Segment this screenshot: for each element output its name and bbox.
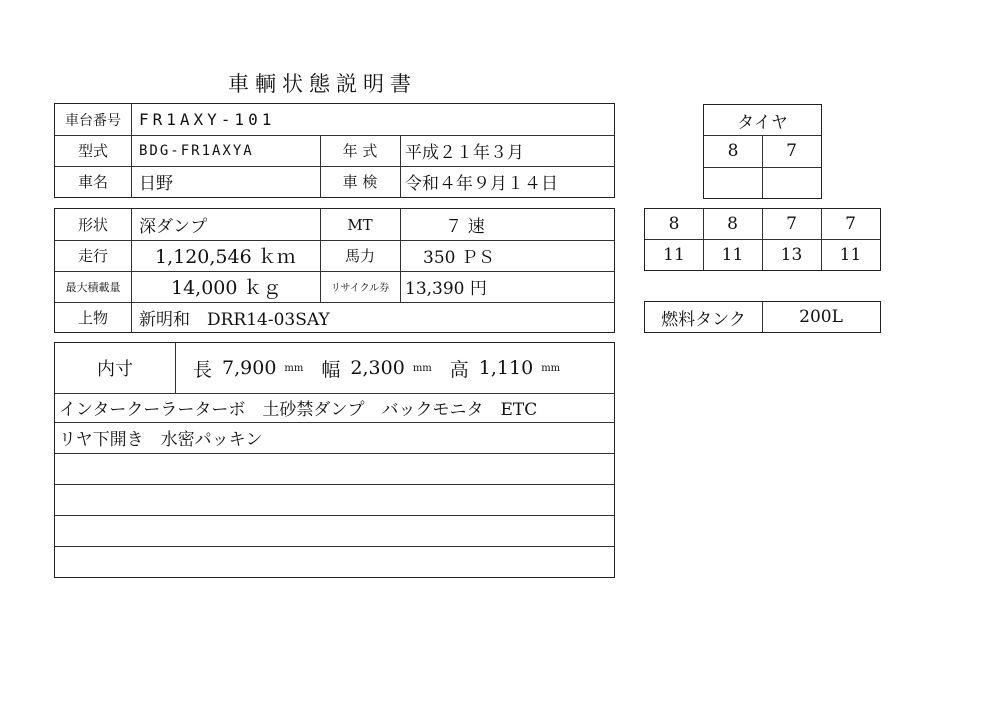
model-year-value: 平成２１年３月 — [405, 143, 524, 163]
vehicle-name-value: 日野 — [139, 174, 173, 194]
max-payload-value: 14,000 ｋｇ — [171, 277, 282, 299]
chassis-number-value: FR1AXY-101 — [139, 110, 276, 129]
vehicle-info-table — [54, 103, 615, 198]
note-line: リヤ下開き 水密パッキン — [59, 430, 263, 450]
tire-tread-value: 8 — [727, 214, 738, 234]
length-value: 7,900 — [222, 357, 277, 379]
tire-tread-value: 7 — [786, 214, 797, 234]
height-unit: mm — [541, 362, 561, 374]
dimensions-notes-table — [54, 342, 615, 578]
body-shape-value: 深ダンプ — [139, 217, 208, 237]
tire-tread-value: 8 — [727, 141, 739, 161]
tire-tread-value: 11 — [721, 244, 744, 265]
body-shape-label: 形状 — [77, 216, 108, 234]
tire-tread-value: 13 — [780, 244, 803, 265]
fuel-tank-table — [644, 301, 881, 333]
document-title: 車輌状態説明書 — [228, 72, 417, 96]
tire-tread-value — [704, 167, 762, 198]
transmission-value: ７ 速 — [445, 217, 485, 237]
height-label: 高 — [449, 358, 469, 381]
fuel-tank-value: 200L — [799, 307, 843, 327]
length-label: 長 — [193, 358, 213, 381]
max-payload-label: 最大積載量 — [65, 280, 121, 294]
height-value: 1,110 — [478, 357, 534, 379]
tire-rear-table — [644, 208, 881, 271]
horsepower-label: 馬力 — [344, 247, 375, 265]
model-year-label: 年 式 — [342, 142, 378, 160]
width-label: 幅 — [321, 358, 341, 381]
tire-tread-value: 11 — [663, 244, 685, 265]
fuel-tank-label: 燃料タンク — [661, 309, 746, 330]
tire-front-table — [703, 104, 822, 199]
width-value: 2,300 — [350, 357, 405, 379]
horsepower-value: 350 ＰＳ — [423, 248, 495, 268]
body-equipment-label: 上物 — [77, 308, 108, 327]
tire-tread-value: 7 — [845, 214, 856, 234]
specs-table — [54, 208, 615, 333]
tire-tread-value: 7 — [786, 141, 797, 161]
vehicle-name-label: 車名 — [77, 173, 108, 191]
inspection-label: 車 検 — [342, 173, 378, 191]
model-type-label: 型式 — [77, 142, 108, 160]
tire-tread-value: 8 — [668, 214, 680, 234]
inspection-value: 令和４年９月１４日 — [405, 174, 558, 194]
tire-label: タイヤ — [737, 112, 788, 133]
note-line: インタークーラーターボ 土砂禁ダンプ バックモニタ ETC — [59, 400, 538, 420]
tire-tread-value — [762, 167, 821, 198]
inner-dimensions-values — [193, 343, 560, 393]
mileage-label: 走行 — [77, 247, 108, 265]
body-equipment-value: 新明和 DRR14-03SAY — [139, 309, 330, 330]
length-unit: mm — [284, 362, 304, 374]
tire-tread-value: 11 — [839, 244, 862, 265]
inner-dimensions-label: 内寸 — [97, 359, 133, 380]
recycle-ticket-value: 13,390 円 — [405, 279, 487, 299]
width-unit: mm — [412, 362, 432, 374]
transmission-label: MT — [347, 215, 373, 234]
chassis-number-label: 車台番号 — [65, 112, 121, 129]
mileage-value: 1,120,546 ｋｍ — [155, 246, 296, 268]
recycle-ticket-label: リサイクル券 — [330, 283, 390, 294]
model-type-value: BDG-FR1AXYA — [139, 142, 254, 159]
